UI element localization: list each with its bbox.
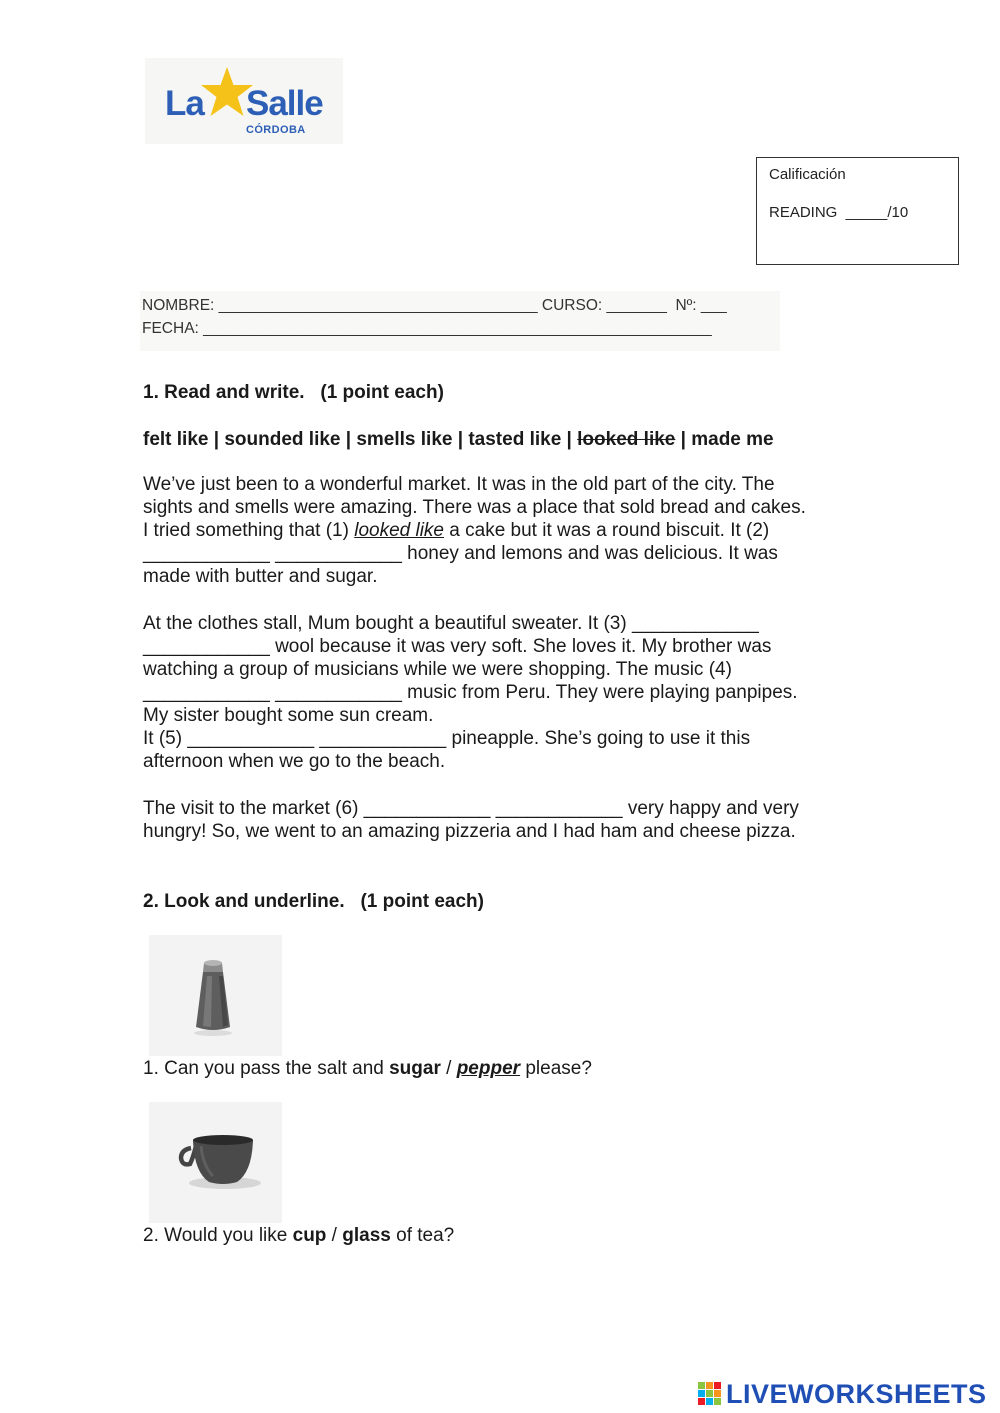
cup-image [149,1102,282,1223]
text-run: I tried something that (1) [143,520,355,541]
question-2 [143,1224,454,1247]
question-2-end: of tea? [390,1225,455,1246]
question-1-end: please? [520,1058,592,1079]
grade-title: Calificación [769,166,846,183]
option-cup[interactable]: cup [292,1225,327,1246]
name-course-line[interactable]: NOMBRE: _____________________________________ CURSO: _______ Nº: ___ [142,297,727,314]
logo-word-la: La [165,84,204,123]
logo-subtitle: CÓRDOBA [246,124,306,136]
word-bank-last-option: | made me [675,429,774,450]
reading-score-field[interactable]: READING _____/10 [769,204,909,221]
word-bank [143,428,774,451]
paragraph-1-line [143,519,769,542]
section2-title: 2. Look and underline. (1 point each) [143,891,484,912]
option-glass[interactable]: glass [342,1225,391,1246]
paragraph-1-line: sights and smells were amazing. There was a place that sold bread and cakes. [143,497,806,518]
example-answer-1: looked like [354,520,444,541]
question-2-text: 2. Would you like [143,1225,293,1246]
liveworksheets-brand: LIVEWORKSHEETS [726,1379,987,1409]
option-pepper[interactable]: pepper [456,1058,521,1079]
question-1-text: 1. Can you pass the salt and [143,1058,390,1079]
section1-title: 1. Read and write. (1 point each) [143,382,444,403]
pepper-shaker-icon [149,935,282,1056]
answer-blank-6-line[interactable]: The visit to the market (6) ____________ ____________ very happy and very [143,798,799,819]
paragraph-2-line: My sister bought some sun cream. [143,705,434,726]
liveworksheets-grid-icon [698,1382,722,1406]
paragraph-2-line: watching a group of musicians while we were shopping. The music (4) [143,659,732,680]
option-sugar[interactable]: sugar [389,1058,441,1079]
answer-blank-3-line[interactable]: At the clothes stall, Mum bought a beautiful sweater. It (3) ____________ [143,613,759,634]
answer-blank-2-line[interactable]: ____________ ____________ honey and lemons and was delicious. It was [143,543,778,564]
paragraph-2-line: afternoon when we go to the beach. [143,751,446,772]
text-run: a cake but it was a round biscuit. It (2) [444,520,770,541]
paragraph-3-line: hungry! So, we went to an amazing pizzeria and I had ham and cheese pizza. [143,821,796,842]
grade-box [756,157,959,265]
pepper-shaker-image [149,935,282,1056]
option-separator: / [326,1225,343,1246]
logo-word-salle: Salle [246,84,323,123]
word-bank-used-option: looked like [577,429,676,450]
paragraph-1-line: made with butter and sugar. [143,566,378,587]
la-salle-logo [145,58,343,144]
answer-blank-4-line[interactable]: ____________ ____________ music from Peru. They were playing panpipes. [143,682,798,703]
paragraph-1-line: We’ve just been to a wonderful market. It was in the old part of the city. The [143,474,775,495]
word-bank-options: felt like | sounded like | smells like | tasted like | [143,429,578,450]
date-line[interactable]: FECHA: ___________________________________________________________ [142,320,712,337]
answer-blank-5-line[interactable]: It (5) ____________ ____________ pineapple. She’s going to use it this [143,728,751,749]
cup-icon [149,1102,282,1223]
question-1 [143,1057,592,1080]
answer-blank-3-line-cont[interactable]: ____________ wool because it was very soft. She loves it. My brother was [143,636,772,657]
option-separator: / [440,1058,457,1079]
